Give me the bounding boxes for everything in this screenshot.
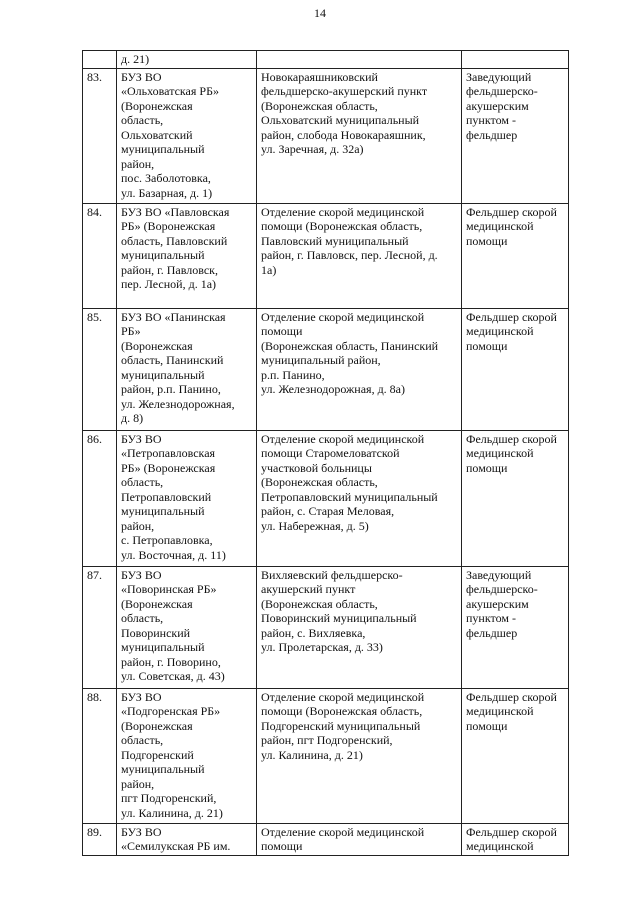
table-row <box>83 308 569 430</box>
position-cell: Фельдшер скорой медицинской помощи <box>462 308 569 430</box>
unit-cell: Отделение скорой медицинской помощи Старомеловатской участковой больницы (Воронежская область, Петропавловский муниципальный район, с. Старая Меловая, ул. Набережная, д. 5) <box>257 430 462 566</box>
organization-cell: БУЗ ВО «Поворинская РБ» (Воронежская область, Поворинский муниципальный район, г. Поворино, ул. Советская, д. 43) <box>117 566 257 688</box>
table-row <box>83 203 569 308</box>
organization-cell: БУЗ ВО «Петропавловская РБ» (Воронежская область, Петропавловский муниципальный район, с. Петропавловка, ул. Восточная, д. 11) <box>117 430 257 566</box>
page-number: 14 <box>314 6 326 20</box>
position-cell: Фельдшер скорой медицинской помощи <box>462 430 569 566</box>
organization-cell: БУЗ ВО «Семилукская РБ им. <box>117 823 257 855</box>
unit-cell: Отделение скорой медицинской помощи (Воронежская область, Панинский муниципальный район, р.п. Панино, ул. Железнодорожная, д. 8а) <box>257 308 462 430</box>
row-number-cell: 85. <box>83 308 117 430</box>
row-number-cell: 87. <box>83 566 117 688</box>
row-number-cell <box>83 51 117 69</box>
table-row <box>83 688 569 823</box>
row-number-cell: 84. <box>83 203 117 308</box>
table-row <box>83 68 569 203</box>
unit-cell: Новокараяшниковский фельдшерско-акушерский пункт (Воронежская область, Ольховатский муниципальный район, слобода Новокараяшник, ул. Заречная, д. 32а) <box>257 68 462 203</box>
organization-cell: д. 21) <box>117 51 257 69</box>
position-cell: Фельдшер скорой медицинской <box>462 823 569 855</box>
table-row <box>83 566 569 688</box>
organization-cell: БУЗ ВО «Павловская РБ» (Воронежская область, Павловский муниципальный район, г. Павловск, пер. Лесной, д. 1а) <box>117 203 257 308</box>
unit-cell: Вихляевский фельдшерско- акушерский пункт (Воронежская область, Поворинский муниципальный район, с. Вихляевка, ул. Пролетарская, д. 33) <box>257 566 462 688</box>
position-cell: Фельдшер скорой медицинской помощи <box>462 203 569 308</box>
table-row <box>83 823 569 855</box>
facilities-table <box>82 50 569 856</box>
unit-cell: Отделение скорой медицинской помощи (Воронежская область, Подгоренский муниципальный район, пгт Подгоренский, ул. Калинина, д. 21) <box>257 688 462 823</box>
row-number-cell: 88. <box>83 688 117 823</box>
row-number-cell: 86. <box>83 430 117 566</box>
position-cell <box>462 51 569 69</box>
organization-cell: БУЗ ВО «Панинская РБ» (Воронежская область, Панинский муниципальный район, р.п. Панино, ул. Железнодорожная, д. 8) <box>117 308 257 430</box>
table-row <box>83 430 569 566</box>
position-cell: Заведующий фельдшерско- акушерским пунктом - фельдшер <box>462 566 569 688</box>
position-cell: Фельдшер скорой медицинской помощи <box>462 688 569 823</box>
unit-cell: Отделение скорой медицинской помощи (Воронежская область, Павловский муниципальный район, г. Павловск, пер. Лесной, д. 1а) <box>257 203 462 308</box>
row-number-cell: 89. <box>83 823 117 855</box>
row-number-cell: 83. <box>83 68 117 203</box>
unit-cell: Отделение скорой медицинской помощи <box>257 823 462 855</box>
position-cell: Заведующий фельдшерско- акушерским пунктом - фельдшер <box>462 68 569 203</box>
organization-cell: БУЗ ВО «Подгоренская РБ» (Воронежская область, Подгоренский муниципальный район, пгт Подгоренский, ул. Калинина, д. 21) <box>117 688 257 823</box>
table-row-continuation <box>83 51 569 69</box>
organization-cell: БУЗ ВО «Ольховатская РБ» (Воронежская область, Ольховатский муниципальный район, пос. Заболотовка, ул. Базарная, д. 1) <box>117 68 257 203</box>
unit-cell <box>257 51 462 69</box>
